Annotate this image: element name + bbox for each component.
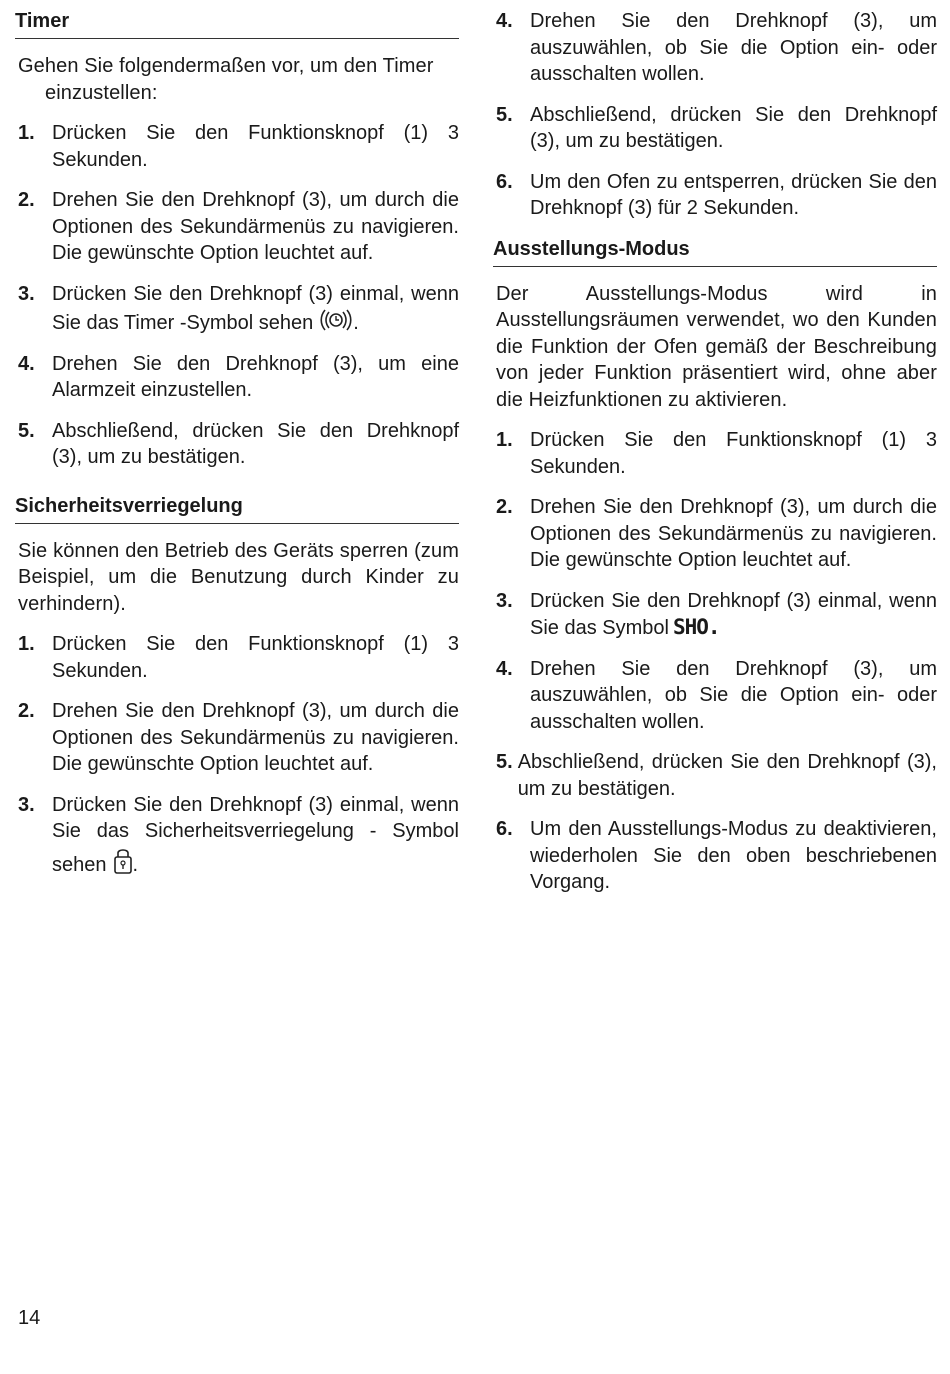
lock-step-2 bbox=[18, 698, 459, 778]
timer-step-5 bbox=[18, 418, 459, 471]
showroom-step-3 bbox=[496, 588, 937, 642]
showroom-step-2 bbox=[496, 494, 937, 574]
step-number: 3. bbox=[18, 793, 35, 816]
lock-step-3 bbox=[18, 792, 459, 879]
timer-heading: Timer bbox=[15, 8, 459, 39]
step-text-body: Drücken Sie den Drehknopf (3) einmal, wenn Sie das Timer -Symbol sehen bbox=[52, 282, 459, 334]
step-number: 3. bbox=[18, 282, 35, 305]
timer-steps bbox=[18, 120, 459, 471]
step-text: Drücken Sie den Funktionsknopf (1) 3 Sekunden. bbox=[52, 122, 459, 171]
timer-step-1 bbox=[18, 120, 459, 173]
step-text: Abschließend, drücken Sie den Drehknopf (3), um zu bestätigen. bbox=[52, 419, 459, 468]
lock-step-1 bbox=[18, 631, 459, 684]
showroom-step-5 bbox=[496, 749, 937, 802]
step-text: Drehen Sie den Drehknopf (3), um eine Alarmzeit einzustellen. bbox=[52, 352, 459, 401]
showroom-intro: Der Ausstellungs-Modus wird in Ausstellungsräumen verwendet, wo den Kunden die Funktion der Ofen gemäß der Beschreibung von jeder Funktion präsentiert wird, ohne aber die Heizfunktionen zu aktivieren. bbox=[496, 282, 937, 411]
left-column bbox=[15, 8, 459, 892]
step-number: 5. bbox=[496, 103, 513, 126]
sho-symbol: SHO. bbox=[672, 615, 720, 639]
step-text bbox=[52, 792, 459, 879]
step-number: 1. bbox=[18, 122, 35, 144]
showroom-step-4 bbox=[496, 656, 937, 736]
showroom-steps bbox=[496, 427, 937, 896]
lock-step-5 bbox=[496, 102, 937, 155]
lock-steps-continued bbox=[496, 8, 937, 222]
step-text: Abschließend, drücken Sie den Drehknopf (3), um zu bestätigen. bbox=[530, 103, 937, 152]
lock-intro: Sie können den Betrieb des Geräts sperren (zum Beispiel, um die Benutzung durch Kinder zu verhindern). bbox=[18, 539, 459, 615]
showroom-step-1 bbox=[496, 427, 937, 480]
step-number: 4. bbox=[496, 657, 513, 680]
lock-icon bbox=[113, 845, 133, 875]
step-number: 2. bbox=[496, 496, 513, 518]
right-column bbox=[493, 8, 937, 910]
step-number: 6. bbox=[496, 818, 513, 840]
step-number: 4. bbox=[18, 352, 35, 375]
step-text: Drehen Sie den Drehknopf (3), um auszuwählen, ob Sie die Option ein- oder ausschalten wollen. bbox=[530, 657, 937, 733]
lock-step-6 bbox=[496, 169, 937, 222]
step-number: 4. bbox=[496, 10, 513, 32]
timer-icon bbox=[319, 307, 353, 333]
step-text: Drehen Sie den Drehknopf (3), um auszuwählen, ob Sie die Option ein- oder ausschalten wollen. bbox=[530, 10, 937, 85]
step-text: Drücken Sie den Funktionsknopf (1) 3 Sekunden. bbox=[52, 633, 459, 682]
step-text bbox=[52, 281, 459, 337]
timer-step-2 bbox=[18, 187, 459, 267]
step-text: Drehen Sie den Drehknopf (3), um durch die Optionen des Sekundärmenüs zu navigieren. Die gewünschte Option leuchtet auf. bbox=[530, 496, 937, 571]
step-text-body: Drücken Sie den Drehknopf (3) einmal, wenn Sie das Symbol bbox=[530, 589, 937, 639]
timer-step-4 bbox=[18, 351, 459, 404]
showroom-step-6 bbox=[496, 816, 937, 896]
step-text: Drehen Sie den Drehknopf (3), um durch die Optionen des Sekundärmenüs zu navigieren. Die gewünschte Option leuchtet auf. bbox=[52, 189, 459, 264]
lock-step-4 bbox=[496, 8, 937, 88]
step-text: Abschließend, drücken Sie den Drehknopf (3), um zu bestätigen. bbox=[517, 751, 937, 800]
showroom-heading: Ausstellungs-Modus bbox=[493, 236, 937, 267]
step-number: 2. bbox=[18, 700, 35, 722]
page-number: 14 bbox=[18, 1307, 41, 1329]
step-number: 1. bbox=[496, 429, 513, 451]
step-number: 6. bbox=[496, 170, 513, 193]
step-text: Drücken Sie den Funktionsknopf (1) 3 Sekunden. bbox=[530, 429, 937, 478]
step-text-end: . bbox=[353, 312, 359, 334]
step-number: 5. bbox=[496, 751, 513, 773]
timer-step-3 bbox=[18, 281, 459, 337]
step-number: 1. bbox=[18, 633, 35, 655]
step-text-body: Drücken Sie den Drehknopf (3) einmal, wenn Sie das Sicherheitsverriegelung - Symbol sehen bbox=[52, 793, 459, 876]
step-number: 3. bbox=[496, 589, 513, 612]
step-number: 5. bbox=[18, 419, 35, 442]
lock-steps bbox=[18, 631, 459, 878]
step-text: Um den Ausstellungs-Modus zu deaktivieren, wiederholen Sie den oben beschriebenen Vorgang. bbox=[530, 818, 937, 893]
step-number: 2. bbox=[18, 189, 35, 211]
lock-heading: Sicherheitsverriegelung bbox=[15, 493, 459, 524]
step-text: Drehen Sie den Drehknopf (3), um durch die Optionen des Sekundärmenüs zu navigieren. Die gewünschte Option leuchtet auf. bbox=[52, 700, 459, 775]
step-text: Um den Ofen zu entsperren, drücken Sie den Drehknopf (3) für 2 Sekunden. bbox=[530, 170, 937, 219]
step-text bbox=[530, 588, 937, 642]
timer-intro: Gehen Sie folgendermaßen vor, um den Timer einzustellen: bbox=[18, 55, 434, 104]
step-text-end: . bbox=[132, 853, 139, 876]
